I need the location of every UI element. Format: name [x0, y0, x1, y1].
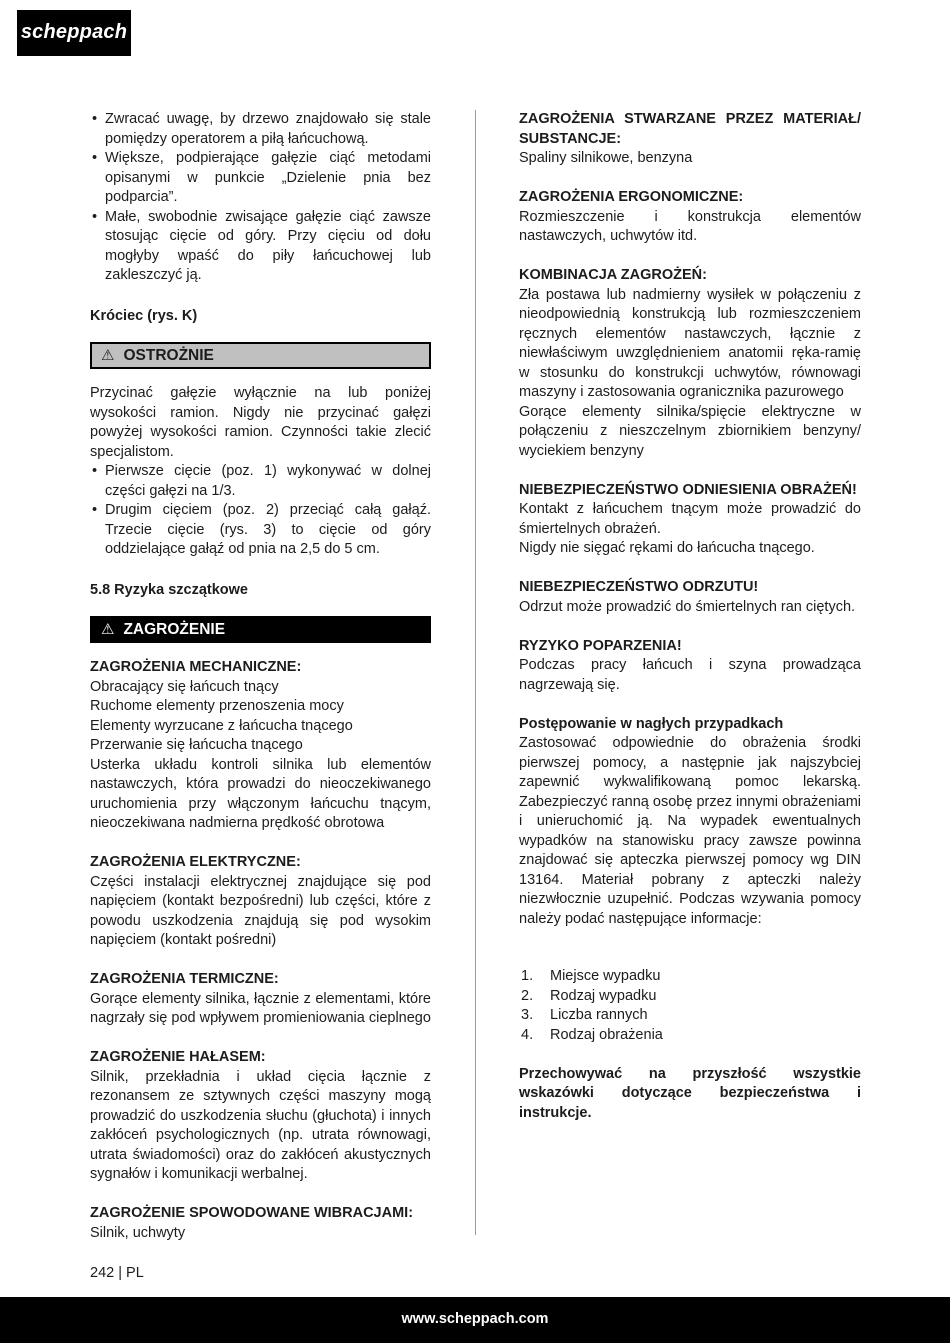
left-column: [90, 110, 431, 1263]
section-line: Silnik, przekładnia i układ cięcia łącznie z rezonansem ze sztywnych części maszyny mogą prowadzić do uszkodzenia słuchu (głuchota) i innych zakłóceń psychologicznych (np. utrata równowagi, utrata świadomości) oraz do zakłóceń akustycznych sygnałów i komunikacji werbalnej.: [90, 1068, 431, 1182]
numbered-item: Rodzaj wypadku: [550, 987, 657, 1004]
section-line: Zła postawa lub nadmierny wysiłek w połączeniu z nieodpowiednią konstrukcją lub rozmieszczeniem ręcznych elementów nastawczych, łącznie z niewłaściwym uwzględnieniem anatomii ręka-ramię w stosunku do konstrukcji uchwytów, równowagi maszyny i zastosowania ogranicznika pazurowego: [519, 286, 861, 400]
section-material-hazards: [519, 110, 861, 169]
section-electrical-hazards: [90, 853, 431, 951]
section-ergonomic-hazards: [519, 188, 861, 247]
footer-bar: [0, 1297, 950, 1343]
section-line: Silnik, uchwyty: [90, 1224, 186, 1241]
bullet-item: • Zwracać uwagę, by drzewo znajdowało się stale pomiędzy operatorem a piłą łańcuchową.: [90, 110, 431, 149]
section-title: KOMBINACJA ZAGROŻEŃ:: [519, 267, 707, 283]
emergency-paragraph: Zastosować odpowiednie do obrażenia środki pierwszej pomocy, a następnie jak najszybciej zapewnić wykwalifikowaną pomoc lekarską. Zabezpieczyć ranną osobę przez innymi obrażeniami i unieruchomić ją. Na wypadek ewentualnych wypadków na stanowisku pracy zawsze powinna znajdować się apteczka pierwszej pomocy wg DIN 13164. Materiał pobrany z apteczki należy niezwłocznie uzupełnić. Podczas wzywania pomocy należy podać następujące informacje:: [519, 735, 861, 927]
section-line: Części instalacji elektrycznej znajdujące się pod napięciem (kontakt bezpośredni) lub części, które z powodu uszkodzenia znajdują się pod wysokim napięciem (kontakt pośredni): [90, 873, 431, 948]
bullet-item: • Pierwsze cięcie (poz. 1) wykonywać w dolnej części gałęzi na 1/3.: [90, 462, 431, 501]
section-line: Przerwanie się łańcucha tnącego: [90, 737, 303, 753]
heading-emergency: Postępowanie w nagłych przypadkach: [519, 715, 784, 732]
numbered-item: Miejsce wypadku: [550, 968, 661, 984]
section-title: NIEBEZPIECZEŃSTWO ODNIESIENIA OBRAŻEŃ!: [519, 481, 857, 498]
section-line: Gorące elementy silnika/spięcie elektryczne w połączeniu z nieszczelnym zbiornikiem benzyny/ wyciekiem benzyny: [519, 403, 861, 459]
section-line: Ruchome elementy przenoszenia mocy: [90, 698, 344, 714]
danger-box: [90, 616, 431, 643]
right-column: [519, 110, 861, 1143]
caution-bullet-list: [90, 462, 431, 560]
content-columns: [90, 110, 860, 1263]
website-url: www.scheppach.com: [401, 1311, 549, 1328]
danger-label: ZAGROŻENIE: [123, 620, 226, 638]
section-line: Usterka układu kontroli silnika lub elementów nastawczych, która prowadzi do nieoczekiwanego uruchomienia przy włączonym łańcuchu tnącym, nieoczekiwana nadmierna prędkość obrotowa: [90, 756, 431, 831]
section-line: Odrzut może prowadzić do śmiertelnych ran ciętych.: [519, 598, 856, 615]
numbered-item: Rodzaj obrażenia: [550, 1026, 663, 1043]
section-title: ZAGROŻENIA ERGONOMICZNE:: [519, 189, 744, 205]
column-divider: [475, 110, 476, 1235]
section-title: ZAGROŻENIE SPOWODOWANE WIBRACJAMI:: [90, 1205, 414, 1221]
heading-residual-risks: 5.8 Ryzyka szczątkowe: [90, 581, 248, 598]
section-line: Obracający się łańcuch tnący: [90, 678, 279, 695]
caution-label: OSTROŻNIE: [123, 346, 214, 364]
section-hazard-combinations: [519, 266, 861, 461]
section-line: Elementy wyrzucane z łańcucha tnącego: [90, 717, 353, 734]
emergency-info-list: [519, 967, 861, 1045]
section-thermal-hazards: [90, 970, 431, 1029]
section-injury-danger: [519, 481, 861, 559]
caution-paragraph: Przycinać gałęzie wyłącznie na lub poniżej wysokości ramion. Nigdy nie przycinać gałęzi powyżej wysokości ramion. Czynności takie zlecić specjalistom.: [90, 385, 431, 460]
logo-text: scheppach: [20, 21, 128, 44]
section-line: Podczas pracy łańcuch i szyna prowadząca nagrzewają się.: [519, 657, 861, 693]
section-line: Spaliny silnikowe, benzyna: [519, 150, 693, 166]
warning-triangle-icon: ⚠: [101, 347, 115, 364]
numbered-item: Liczba rannych: [550, 1007, 648, 1023]
section-line: Rozmieszczenie i konstrukcja elementów nastawczych, uchwytów itd.: [519, 208, 861, 244]
warning-triangle-icon: ⚠: [101, 621, 115, 638]
bullet-item: • Większe, podpierające gałęzie ciąć metodami opisanymi w punkcie „Dzielenie pnia bez podparcia”.: [90, 149, 431, 208]
section-noise-hazard: [90, 1048, 431, 1185]
section-title: ZAGROŻENIA TERMICZNE:: [90, 971, 279, 987]
section-kickback-danger: [519, 578, 861, 617]
section-burn-risk: [519, 637, 861, 696]
section-title: ZAGROŻENIA STWARZANE PRZEZ MATERIAŁ/ SUBSTANCJE:: [519, 111, 861, 147]
section-vibration-hazard: [90, 1204, 431, 1243]
scheppach-logo: [17, 10, 131, 56]
caution-box: [90, 342, 431, 369]
safety-retention-note: Przechowywać na przyszłość wszystkie wskazówki dotyczące bezpieczeństwa i instrukcje.: [519, 1065, 861, 1121]
section-title: NIEBEZPIECZEŃSTWO ODRZUTU!: [519, 579, 759, 595]
bullet-item: • Małe, swobodnie zwisające gałęzie ciąć zawsze stosując cięcie od góry. Przy cięciu od dołu mogłyby wpaść do piły łańcuchowej lub zakleszczyć ją.: [90, 208, 431, 286]
page-number: 242 | PL: [90, 1264, 144, 1281]
section-title: ZAGROŻENIA MECHANICZNE:: [90, 659, 302, 675]
section-line: Kontakt z łańcuchem tnącym może prowadzić do śmiertelnych obrażeń.: [519, 501, 861, 537]
section-line: Nigdy nie sięgać rękami do łańcucha tnącego.: [519, 540, 815, 556]
section-title: ZAGROŻENIE HAŁASEM:: [90, 1049, 266, 1065]
section-title: ZAGROŻENIA ELEKTRYCZNE:: [90, 854, 301, 870]
bullet-item: • Drugim cięciem (poz. 2) przeciąć całą gałąź. Trzecie cięcie (rys. 3) to cięcie od góry oddzielające gałąź od pnia na 2,5 do 5 cm.: [90, 501, 431, 560]
section-emergency-procedure: [519, 715, 861, 1124]
intro-bullet-list: [90, 110, 431, 286]
heading-krociec: Króciec (rys. K): [90, 307, 198, 324]
section-line: Gorące elementy silnika, łącznie z elementami, które nagrzały się pod wpływem promieniowania cieplnego: [90, 990, 431, 1026]
section-mechanical-hazards: [90, 658, 431, 834]
section-title: RYZYKO POPARZENIA!: [519, 637, 682, 654]
